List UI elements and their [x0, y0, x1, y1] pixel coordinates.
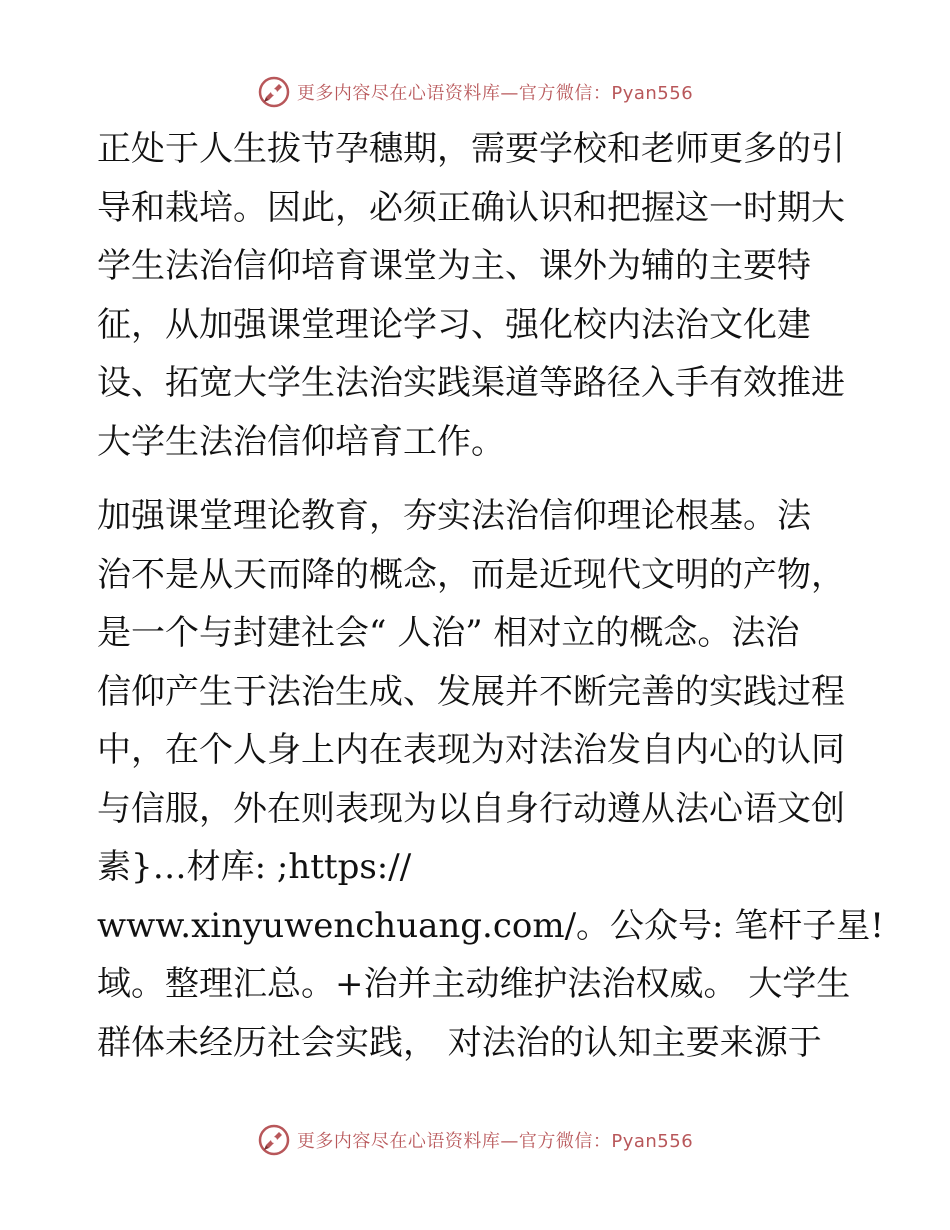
text-line: 与信服，外在则表现为以自身行动遵从法心语文创: [97, 788, 845, 829]
brand-logo-icon: [257, 75, 291, 109]
text-line: 加强课堂理论教育，夯实法治信仰理论根基。法: [97, 496, 811, 536]
header-banner-inner: [257, 75, 693, 109]
paragraph-1: [97, 120, 857, 471]
document-body: [97, 120, 884, 1072]
text-line: 正处于人生拔节孕穗期，需要学校和老师更多的引: [97, 129, 845, 169]
brand-logo-icon: [257, 1123, 291, 1157]
footer-banner-inner: [257, 1123, 693, 1157]
text-line: 域。整理汇总。+治并主动维护法治权威。 大学生: [97, 964, 851, 1004]
header-banner: [0, 72, 950, 112]
paragraph-2: [97, 487, 884, 1072]
text-line: www.xinyuwenchuang.com/。公众号: 笔杆子星!: [97, 905, 884, 946]
text-line: 征，从加强课堂理论学习、强化校内法治文化建: [97, 304, 811, 345]
text-line: 学生法治信仰培育课堂为主、课外为辅的主要特: [97, 246, 811, 286]
text-line: 设、拓宽大学生法治实践渠道等路径入手有效推进: [97, 363, 845, 403]
text-line: 治不是从天而降的概念，而是近现代文明的产物，: [97, 554, 845, 595]
paragraph-gap: [97, 471, 857, 487]
text-line: 群体未经历社会实践， 对法治的认知主要来源于: [97, 1022, 822, 1063]
text-line: 素}…材库: ;https://: [97, 847, 412, 887]
text-line: 导和栽培。因此，必须正确认识和把握这一时期大: [97, 187, 845, 228]
footer-banner: [0, 1120, 950, 1160]
footer-banner-text: 更多内容尽在心语资料库—官方微信：Pyan556: [296, 1131, 694, 1152]
header-banner-text: 更多内容尽在心语资料库—官方微信：Pyan556: [296, 83, 694, 104]
text-line: 是一个与封建社会“ 人治” 相对立的概念。法治: [97, 613, 800, 653]
text-line: 大学生法治信仰培育工作。: [97, 421, 505, 462]
text-line: 中，在个人身上内在表现为对法治发自内心的认同: [97, 730, 845, 770]
text-line: 信仰产生于法治生成、发展并不断完善的实践过程: [97, 671, 845, 712]
